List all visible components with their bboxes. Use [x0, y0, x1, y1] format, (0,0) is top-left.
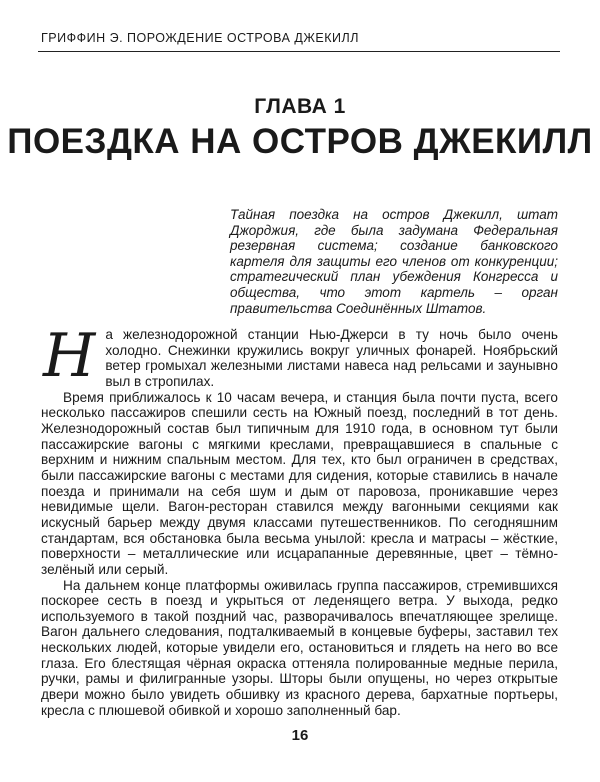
chapter-epigraph: Тайная поездка на остров Джекилл, штат Джорджия, где была задумана Федеральная резервная система; создание банковского картеля для защиты его членов от конкуренции; стратегический план убеждения Конгресса и общества, что этот картель – орган правительства Соединённых Штатов.: [230, 207, 558, 316]
chapter-number: ГЛАВА 1: [254, 95, 346, 118]
paragraph: Время приближалось к 10 часам вечера, и станция была почти пуста, всего несколько пассажиров спешили сесть на Южный поезд, последний в тот день. Железнодорожный состав был типичным для 1910 года, в основном тут были пассажирские вагоны с мягкими креслами, превращавшиеся в спальные с верхним и нижним спальным местом. Для тех, кто был ограничен в средствах, были пассажирские вагоны с местами для сидения, которые ставились в начале поезда и принимали на себя шум и дым от паровоза, проникавшие через невидимые щели. Вагон-ресторан ставился между вагонными секциями как искусный барьер между двумя классами путешественников. По сегодняшним стандартам, вся обстановка была весьма унылой: кресла и матрасы – жёсткие, поверхности – металлические или исцарапанные деревянные, цвет – тёмно-зелёный или серый.: [41, 389, 558, 577]
body-text: [41, 321, 558, 718]
drop-cap: Н: [43, 321, 96, 391]
paragraph-text: а железнодорожной станции Нью-Джерси в ту ночь было очень холодно. Снежинки кружились вокруг уличных фонарей. Ноябрьский ветер громыхал железными листами навеса над рельсами и заунывно выл в стропилах.: [105, 327, 558, 389]
header-divider: [38, 51, 560, 52]
paragraph: [41, 321, 558, 391]
page-number: 16: [291, 727, 309, 744]
paragraph: На дальнем конце платформы оживилась группа пассажиров, стремившихся поскорее сесть в поезд и укрыться от леденящего ветра. У выхода, редко используемого в такой поздний час, разворачивалось впечатляющее зрелище. Вагон дальнего следования, подталкиваемый в концевые буферы, заставил тех нескольких людей, которые увидели его, остановиться и глядеть на него во все глаза. Его блестящая чёрная окраска оттеняла полированные медные перила, ручки, рамы и филигранные узоры. Шторы были опущены, но через открытые двери можно было увидеть обшивку из красного дерева, бархатные портьеры, кресла с плюшевой обивкой и хорошо заполненный бар.: [41, 577, 558, 718]
chapter-title: ПОЕЗДКА НА ОСТРОВ ДЖЕКИЛЛ: [7, 122, 593, 161]
running-header: ГРИФФИН Э. ПОРОЖДЕНИЕ ОСТРОВА ДЖЕКИЛЛ: [41, 31, 359, 45]
